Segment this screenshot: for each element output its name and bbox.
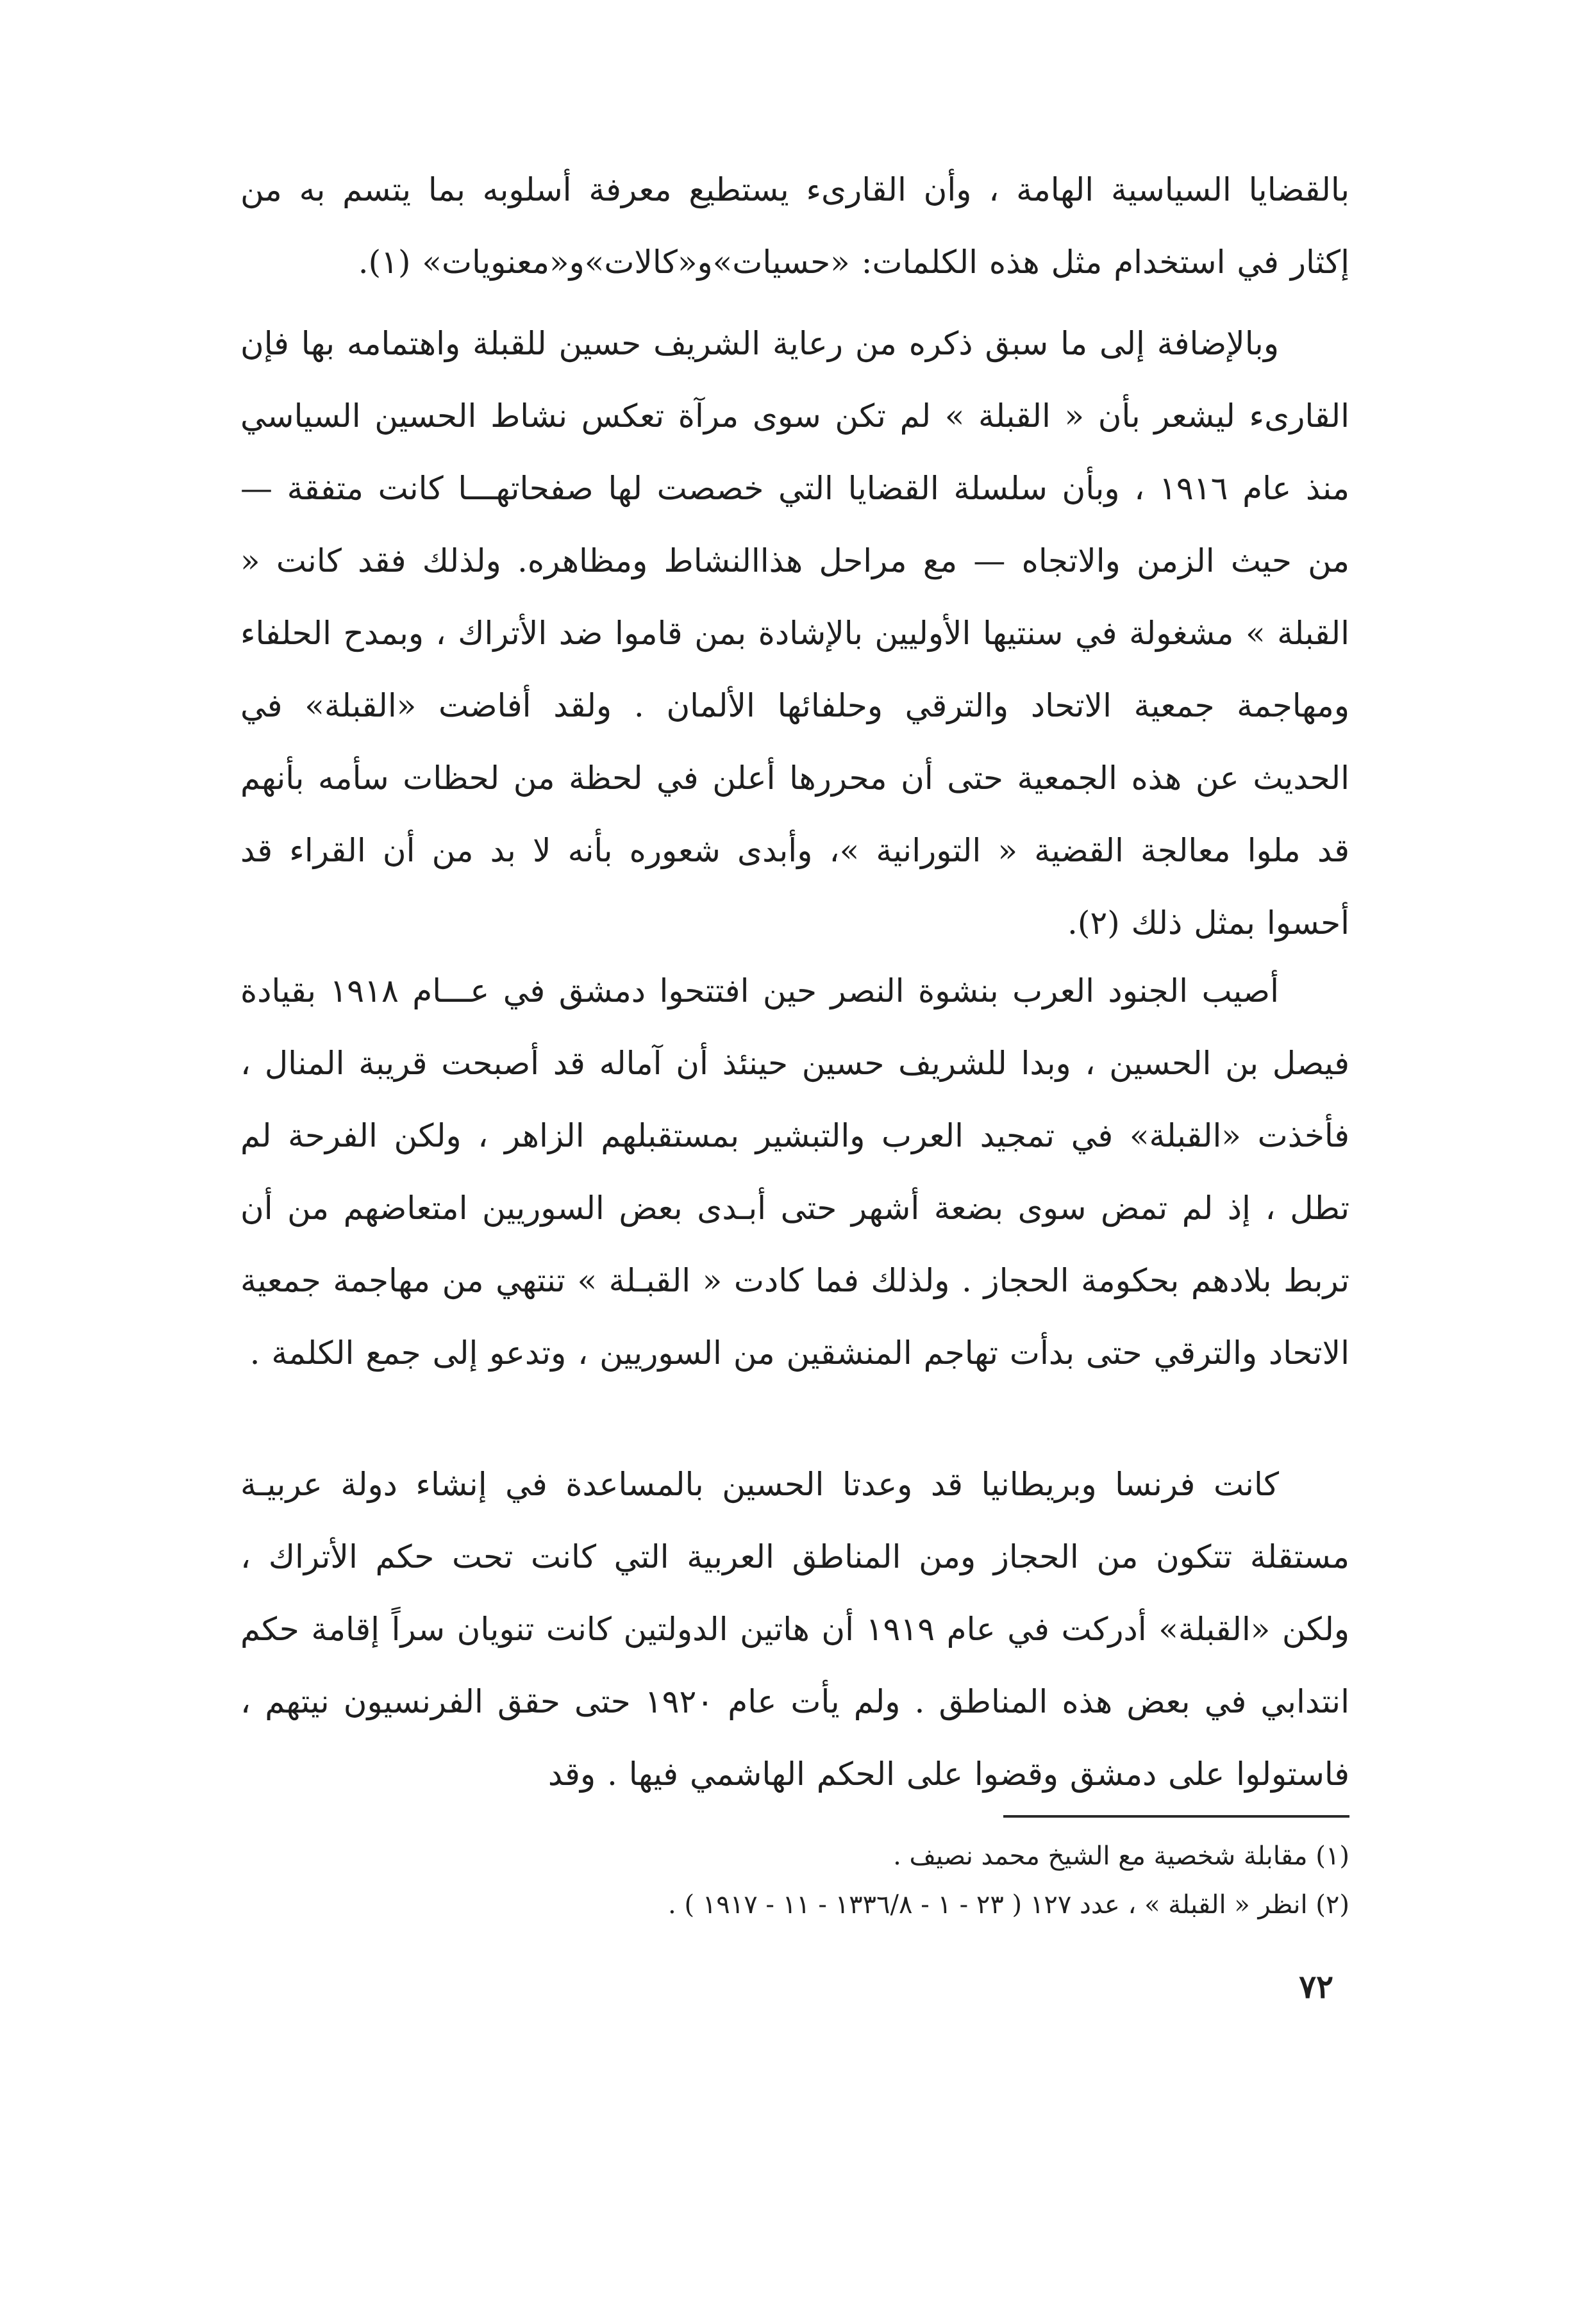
paragraph-france-britain: كانت فرنسا وبريطانيا قد وعدتا الحسين بالمساعدة في إنشاء دولة عربيـة مستقلة تتكون من الحجاز ومن المناطق العربية التي كانت تحت حكم الأتراك ، ولكن «القبلة» أدركت في عام ١٩١٩ أن هاتين الدولتين كانت تنويان سراً إقامة حكم انتدابي في بعض هذه المناطق . ولم يأت عام ١٩٢٠ حتى حقق الفرنسيون نيتهم ، فاستولوا على دمشق وقضوا على الحكم الهاشمي فيها . وقد (240, 1466, 1349, 1793)
page-number: ٧٢ (1299, 1968, 1333, 2005)
paragraph-continuation: بالقضايا السياسية الهامة ، وأن القارىء يستطيع معرفة أسلوبه بما يتسم به من إكثار في استخدام مثل هذه الكلمات: «حسيات»و«كالات»و«معنويات» (١). (240, 171, 1349, 281)
footnotes (240, 1832, 1349, 1929)
footnote-2: (٢) انظر « القبلة » ، عدد ١٢٧ ( ٢٣ - ١ - ١٣٣٦/٨ - ١١ - ١٩١٧ ) . (668, 1890, 1349, 1920)
footnote-1: (١) مقابلة شخصية مع الشيخ محمد نصيف . (893, 1841, 1349, 1871)
paragraph-damascus-1918: أصيب الجنود العرب بنشوة النصر حين افتتحوا دمشق في عـــام ١٩١٨ بقيادة فيصل بن الحسين ، وبدا للشريف حسين حينئذ أن آماله قد أصبحت قريبة المنال ، فأخذت «القبلة» في تمجيد العرب والتبشير بمستقبلهم الزاهر ، ولكن الفرحة لم تطل ، إذ لم تمض سوى بضعة أشهر حتى أبـدى بعض السوريين امتعاضهم من أن تربط بلادهم بحكومة الحجاز . ولذلك فما كادت « القبـلة » تنتهي من مهاجمة جمعية الاتحاد والترقي حتى بدأت تهاجم المنشقين من السوريين ، وتدعو إلى جمع الكلمة . (240, 972, 1349, 1372)
paragraph-qibla-mirror: وبالإضافة إلى ما سبق ذكره من رعاية الشريف حسين للقبلة واهتمامه بها فإن القارىء ليشعر بأن « القبلة » لم تكن سوى مرآة تعكس نشاط الحسين السياسي منذ عام ١٩١٦ ، وبأن سلسلة القضايا التي خصصت لها صفحاتهـــا كانت متفقة — من حيث الزمن والاتجاه — مع مراحل هذاالنشاط ومظاهره. ولذلك فقد كانت « القبلة » مشغولة في سنتيها الأوليين بالإشادة بمن قاموا ضد الأتراك ، وبمدح الحلفاء ومهاجمة جمعية الاتحاد والترقي وحلفائها الألمان . ولقد أفاضت «القبلة» في الحديث عن هذه الجمعية حتى أن محررها أعلن في لحظة من لحظات سأمه بأنهم قد ملوا معالجة القضية « التورانية »، وأبدى شعوره بأنه لا بد من أن القراء قد أحسوا بمثل ذلك (٢). (240, 325, 1349, 942)
footnote-divider (1003, 1815, 1349, 1818)
